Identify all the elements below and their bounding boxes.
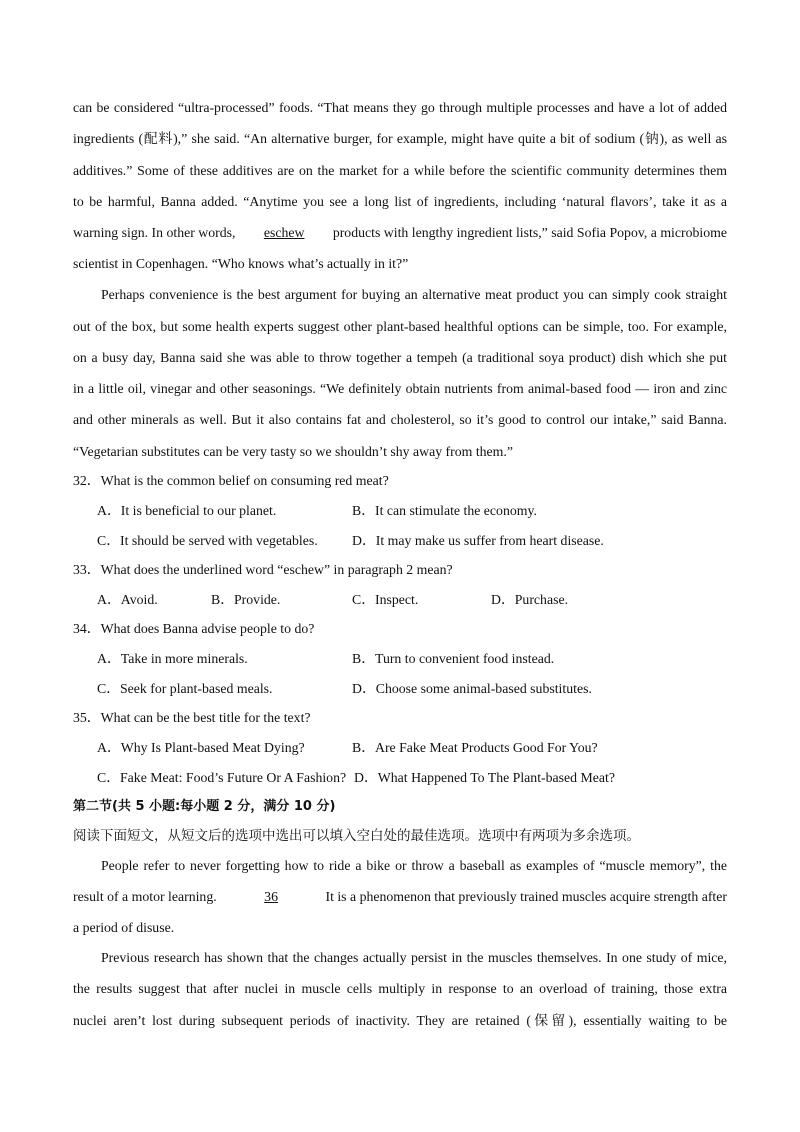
q35-option-a[interactable]: A．Why Is Plant-based Meat Dying? [97, 740, 305, 755]
section-heading: 第二节(共 5 小题:每小题 2 分，满分 10 分) [73, 799, 336, 814]
passage-line: People refer to never forgetting how to ride a bike or throw a baseball as examples of “muscle memory”, the [101, 858, 727, 873]
q34-option-d[interactable]: D．Choose some animal-based substitutes. [352, 681, 592, 696]
question-34-stem: 34．What does Banna advise people to do? [73, 621, 315, 636]
passage-line: in a little oil, vinegar and other seasonings. “We definitely obtain nutrients from animal-based food — iron and zinc [73, 381, 727, 396]
q34-option-b[interactable]: B．Turn to convenient food instead. [352, 651, 555, 666]
passage-line: scientist in Copenhagen. “Who knows what’s actually in it?” [73, 256, 409, 271]
q32-option-c[interactable]: C．It should be served with vegetables. [97, 533, 318, 548]
passage-line: to be harmful, Banna added. “Anytime you see a long list of ingredients, including ‘natural flavors’, take it as a [73, 194, 727, 209]
passage-line: “Vegetarian substitutes can be very tasty so we shouldn’t shy away from them.” [73, 444, 513, 459]
passage-line: additives.” Some of these additives are on the market for a while before the scientific community determines them [73, 163, 727, 178]
passage-line: a period of disuse. [73, 920, 175, 935]
passage-line: nuclei aren’t lost during subsequent periods of inactivity. They are retained (保留), essentially waiting to be [73, 1013, 727, 1028]
q34-option-c[interactable]: C．Seek for plant-based meals. [97, 681, 273, 696]
q33-option-d[interactable]: D．Purchase. [491, 592, 569, 607]
passage-line: can be considered “ultra-processed” foods. “That means they go through multiple processes and have a lot of added [73, 100, 727, 115]
question-35-stem: 35．What can be the best title for the text? [73, 710, 311, 725]
passage-text: warning sign. In other words, [73, 225, 236, 240]
q32-option-d[interactable]: D．It may make us suffer from heart disease. [352, 533, 604, 548]
q33-option-c[interactable]: C．Inspect. [352, 592, 419, 607]
passage-text: products with lengthy ingredient lists,” said Sofia Popov, a microbiome [332, 225, 727, 240]
passage-line: Previous research has shown that the changes actually persist in the muscles themselves. In one study of mice, [101, 950, 727, 965]
blank-36[interactable]: 36 [264, 889, 278, 904]
underlined-word: eschew [263, 225, 305, 240]
q34-option-a[interactable]: A．Take in more minerals. [97, 651, 248, 666]
passage-text: result of a motor learning. [73, 889, 217, 904]
passage-line: Perhaps convenience is the best argument for buying an alternative meat product you can simply cook straight [101, 287, 727, 302]
q35-option-b[interactable]: B．Are Fake Meat Products Good For You? [352, 740, 598, 755]
question-32-stem: 32．What is the common belief on consuming red meat? [73, 473, 389, 488]
q33-option-a[interactable]: A．Avoid. [97, 592, 158, 607]
passage-line: the results suggest that after nuclei in muscle cells multiply in response to an overload of training, those extra [73, 981, 727, 996]
passage-line: and other minerals as well. But it also contains fat and cholesterol, so it’s good to control our intake,” said Banna. [73, 412, 727, 427]
question-33-stem: 33．What does the underlined word “eschew” in paragraph 2 mean? [73, 562, 453, 577]
passage-line: ingredients (配料),” she said. “An alternative burger, for example, might have quite a bit of sodium (钠), as well as [73, 131, 727, 146]
section-instruction: 阅读下面短文，从短文后的选项中选出可以填入空白处的最佳选项。选项中有两项为多余选项。 [73, 828, 640, 844]
q33-option-b[interactable]: B．Provide. [211, 592, 281, 607]
q32-option-b[interactable]: B．It can stimulate the economy. [352, 503, 537, 518]
q35-option-c[interactable]: C．Fake Meat: Food’s Future Or A Fashion? [97, 770, 347, 785]
passage-text: It is a phenomenon that previously trained muscles acquire strength after [325, 889, 727, 904]
passage-line-blank [73, 888, 727, 906]
passage-line-eschew [73, 224, 727, 242]
passage-line: on a busy day, Banna said she was able to throw together a tempeh (a traditional soya product) dish which she put [73, 350, 727, 365]
passage-line: out of the box, but some health experts suggest other plant-based healthful options can be simple, too. For example, [73, 319, 727, 334]
q35-option-d[interactable]: D．What Happened To The Plant-based Meat? [354, 770, 615, 785]
q32-option-a[interactable]: A．It is beneficial to our planet. [97, 503, 277, 518]
